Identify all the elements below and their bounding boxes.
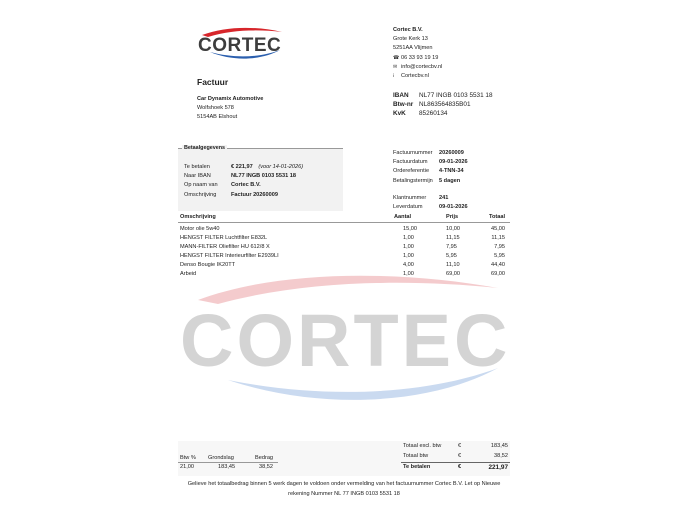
- payment-iban-label: Naar IBAN: [184, 173, 211, 180]
- company-address: [393, 26, 442, 81]
- total-vat: Totaal btw € 38,52: [403, 453, 508, 459]
- client-number-label: Klantnummer: [393, 195, 427, 201]
- vat-number-label: Btw-nr: [393, 101, 414, 109]
- invoice-meta: [393, 149, 468, 186]
- iban-label: IBAN: [393, 92, 409, 99]
- iban-value: NL77 INGB 0103 5531 18: [419, 92, 493, 99]
- order-reference-label: Ordereferentie: [393, 168, 430, 175]
- company-street: Grote Kerk 13: [393, 36, 428, 43]
- company-email[interactable]: info@cortecbv.nl: [401, 63, 443, 70]
- company-city: 5251AA Vlijmen: [393, 45, 433, 52]
- delivery-date: 09-01-2026: [439, 204, 468, 211]
- vat-number-value: NL863564835B01: [419, 101, 471, 109]
- company-phone[interactable]: 06 33 93 19 19: [401, 54, 439, 61]
- invoice-number-label: Factuurnummer: [393, 150, 433, 156]
- footer-line-1: Gelieve het totaalbedrag binnen 5 werk dagen te voldoen onder vermelding van het factuurnummer Cortec B.V. Let op Nieuwe: [187, 481, 501, 487]
- header-total: Totaal: [488, 214, 505, 220]
- footer-note: [178, 480, 510, 499]
- payment-amount-label: Te betalen: [184, 164, 210, 170]
- table-row: HENGST FILTER Interieurfilter E2939LI 1,00 5,95 5,95: [180, 253, 505, 259]
- client-number: 241: [439, 195, 449, 201]
- vat-base-header: Grondslag: [208, 455, 234, 461]
- delivery-date-label: Leverdatum: [393, 204, 423, 211]
- order-reference: 4-TNN-34: [439, 168, 464, 175]
- company-logo-watermark: [178, 268, 510, 408]
- table-row: Arbeid 1,00 69,00 69,00: [180, 271, 505, 277]
- line-items-table: [178, 214, 510, 284]
- invoice-date: 09-01-2026: [439, 159, 468, 166]
- vat-table: [178, 455, 278, 475]
- phone-icon: ☎: [393, 54, 400, 61]
- header-quantity: Aantal: [394, 214, 412, 220]
- payment-due-note: (voor 14-01-2026): [258, 164, 304, 170]
- document-title: Factuur: [197, 77, 229, 87]
- payment-name: Cortec B.V.: [231, 182, 261, 189]
- payment-description: Factuur 20260009: [231, 191, 278, 198]
- vat-amount-header: Bedrag: [255, 455, 274, 461]
- kvk-label: KvK: [393, 110, 406, 118]
- footer-line-2: rekening Nummer NL 77 INGB 0103 5531 18: [288, 490, 400, 497]
- company-name: Cortec B.V.: [393, 27, 423, 33]
- payment-iban: NL77 INGB 0103 5531 18: [231, 173, 296, 180]
- web-icon: ⅰ: [393, 73, 395, 80]
- total-excl-vat: Totaal excl. btw € 183,45: [403, 443, 508, 449]
- company-website[interactable]: Cortecbv.nl: [401, 73, 429, 80]
- client-meta: [393, 194, 468, 212]
- payment-description-label: Omschrijving: [184, 191, 217, 198]
- invoice-date-label: Factuurdatum: [393, 159, 428, 166]
- payment-term: 5 dagen: [439, 177, 461, 184]
- header-price: Prijs: [446, 214, 459, 220]
- invoice-number: 20260009: [439, 150, 464, 156]
- header-description: Omschrijving: [180, 214, 216, 220]
- table-row: Motor olie 5w40 15,00 10,00 45,00: [180, 226, 505, 232]
- customer-city: 5154AB Elshout: [197, 114, 238, 121]
- table-row: MANN-FILTER Oliefilter HU 612/8 X 1,00 7,95 7,95: [180, 244, 505, 250]
- payment-term-label: Betalingstermijn: [393, 177, 433, 184]
- table-row: HENGST FILTER Luchtfilter E832L 1,00 11,15 11,15: [180, 235, 505, 241]
- table-row: Denso Bougie IK20TT 4,00 11,10 44,40: [180, 262, 505, 268]
- payment-name-label: Op naam van: [184, 182, 218, 189]
- vat-row: 21,00 183,45 38,52: [180, 464, 273, 470]
- total-due: Te betalen € 221,97: [403, 464, 508, 471]
- customer-name: Car Dynamix Automotive: [197, 96, 264, 102]
- bank-details: [393, 91, 493, 119]
- vat-percent-header: Btw %: [180, 455, 196, 461]
- svg-text:CORTEC: CORTEC: [180, 299, 510, 382]
- totals: [401, 443, 510, 475]
- company-logo: [196, 24, 288, 64]
- payment-title: Betaalgegevens: [184, 145, 226, 151]
- email-icon: ✉: [393, 63, 398, 70]
- payment-amount: € 221,97: [231, 164, 253, 170]
- customer-address: [197, 95, 263, 123]
- customer-street: Wolfshoek 578: [197, 105, 234, 112]
- svg-text:CORTEC: CORTEC: [198, 35, 282, 56]
- kvk-value: 85260134: [419, 110, 448, 118]
- payment-details-box: [178, 145, 343, 211]
